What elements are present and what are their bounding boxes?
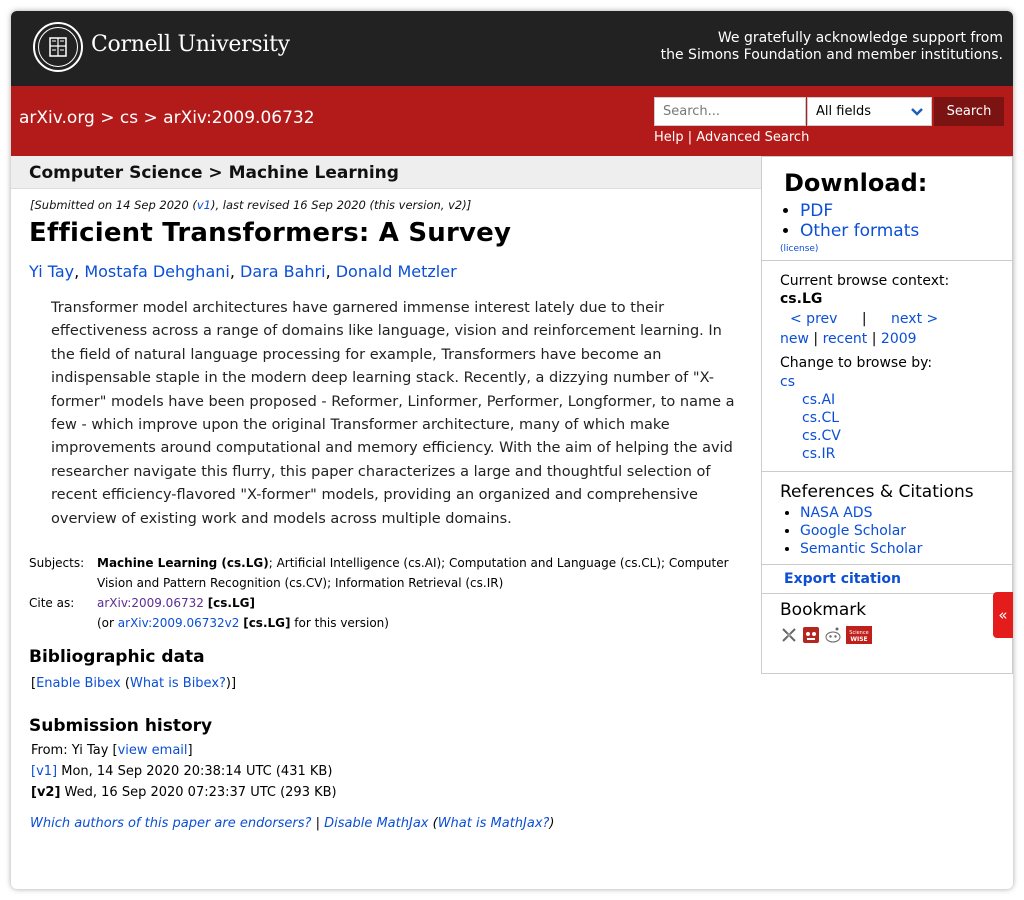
footer-paren-close: ) (549, 816, 555, 832)
crumb-id: arXiv:2009.06732 (163, 108, 315, 128)
author-link[interactable]: Mostafa Dehghani (84, 262, 230, 281)
subjects-label: Subjects: (29, 556, 85, 571)
arxiv-nav (11, 86, 1013, 156)
browse-section (762, 261, 1012, 472)
view-email-link[interactable]: view email (117, 743, 188, 759)
help-links (654, 130, 809, 145)
bookmark-section (762, 594, 1012, 654)
cat-cs-link[interactable]: cs (780, 374, 795, 390)
download-item (800, 221, 1002, 241)
browser-frame (11, 11, 1013, 889)
year-link[interactable]: 2009 (880, 331, 917, 347)
v2-label: [v2] (31, 785, 61, 801)
refs-title: References & Citations (780, 482, 974, 502)
svg-text:WISE: WISE (850, 636, 868, 643)
change-browse-label: Change to browse by: (780, 355, 933, 371)
download-item (800, 201, 1002, 221)
bookmark-title: Bookmark (780, 600, 867, 620)
paper-title: Efficient Transformers: A Survey (29, 218, 512, 248)
cite-value (97, 593, 763, 633)
bib-open: [ (31, 676, 37, 692)
ack-line-1: We gratefully acknowledge support from (717, 30, 1003, 46)
bibsonomy-icon[interactable] (780, 626, 798, 644)
disable-mathjax-link[interactable]: Disable MathJax (324, 816, 429, 832)
cite-v2-suffix: for this version) (290, 616, 389, 631)
new-recent-year (780, 329, 1002, 349)
sep: | (813, 331, 819, 347)
google-scholar-link[interactable]: Google Scholar (800, 523, 907, 539)
v1-link[interactable]: v1 (196, 198, 211, 212)
enable-bibex-link[interactable]: Enable Bibex (36, 676, 121, 692)
cite-id-link[interactable]: arXiv:2009.06732 (97, 596, 204, 611)
subject-header: Computer Science > Machine Learning (11, 156, 763, 189)
browse-context-label: Current browse context: (780, 273, 950, 289)
help-sep: | (683, 130, 697, 145)
sidebar (761, 156, 1013, 674)
from-prefix: From: Yi Tay [ (31, 743, 118, 759)
license-link[interactable]: (license) (780, 244, 819, 254)
version-v1 (31, 761, 763, 782)
nasa-ads-link[interactable]: NASA ADS (800, 505, 873, 521)
refs-item (800, 504, 1002, 522)
acknowledgement[interactable] (661, 30, 1003, 64)
what-is-mathjax-link[interactable]: What is MathJax? (437, 816, 550, 832)
svg-text:Science: Science (849, 630, 869, 636)
advanced-search-link[interactable]: Advanced Search (696, 130, 810, 145)
bibliographic-heading: Bibliographic data (29, 647, 205, 668)
collapse-sidebar-tab[interactable]: « (993, 592, 1013, 638)
refs-list (780, 504, 1002, 558)
next-link[interactable]: next > (891, 311, 939, 327)
download-title: Download: (784, 169, 928, 197)
chevron-down-icon (911, 104, 923, 122)
author-list: Yi Tay, Mostafa Dehghani, Dara Bahri, Donald Metzler (29, 262, 457, 281)
bib-close: )] (225, 676, 237, 692)
crumb-sep: > (138, 108, 164, 128)
download-section (762, 169, 1012, 261)
sciencewise-icon[interactable] (846, 626, 872, 644)
other-formats-link[interactable]: Other formats (800, 221, 920, 241)
cat-cl-link[interactable]: cs.CL (802, 410, 840, 426)
submission-history-heading: Submission history (29, 716, 213, 737)
crumb-sep: > (94, 108, 120, 128)
cite-tag: [cs.LG] (207, 596, 255, 611)
export-section (762, 565, 1012, 594)
other-subjects: ; Artificial Intelligence (cs.AI); Computation and Language (cs.CL); Computer Vision and Pattern Recognition (cs.CV); Information Retrieval (cs.IR) (97, 556, 729, 591)
search-button[interactable]: Search (934, 97, 1004, 126)
search-field-select[interactable] (807, 97, 932, 126)
from-line (31, 740, 763, 761)
prev-next (780, 309, 1002, 329)
prev-next-sep: | (861, 311, 867, 327)
subjects-value (97, 553, 763, 593)
crumb-cs[interactable]: cs (119, 108, 139, 128)
browse-cats (780, 373, 1002, 463)
export-citation-link[interactable]: Export citation (784, 571, 902, 587)
reddit-icon[interactable] (824, 626, 842, 644)
mendeley-icon[interactable] (802, 626, 820, 644)
cat-cv-link[interactable]: cs.CV (802, 428, 841, 444)
footer-paren: ( (428, 816, 438, 832)
submitted-prefix: [Submitted on 14 Sep 2020 ( (30, 198, 197, 212)
refs-item (800, 522, 1002, 540)
author-link[interactable]: Yi Tay (29, 262, 75, 281)
footer-sep: | (311, 816, 325, 832)
bibex-line (31, 673, 763, 694)
submission-dates (30, 198, 763, 212)
bib-paren: ( (120, 676, 130, 692)
version-v2 (31, 782, 763, 803)
cornell-brand[interactable]: Cornell University (91, 32, 290, 57)
pdf-link[interactable]: PDF (800, 201, 834, 221)
cite-v2-tag: [cs.LG] (243, 616, 291, 631)
search-field-value: All fields (816, 104, 872, 119)
refs-item (800, 540, 1002, 558)
search-input[interactable]: Search... (654, 97, 806, 126)
ack-line-2: the Simons Foundation and member institutions. (660, 47, 1003, 63)
cite-v2-link[interactable]: arXiv:2009.06732v2 (117, 616, 240, 631)
cornell-header (11, 11, 1013, 86)
prev-link[interactable]: < prev (790, 311, 838, 327)
cat-ai-link[interactable]: cs.AI (802, 392, 836, 408)
main-content (11, 156, 763, 831)
recent-link[interactable]: recent (822, 331, 868, 347)
cite-or: (or (97, 616, 118, 631)
download-list (780, 201, 1002, 241)
from-suffix: ] (187, 743, 193, 759)
new-link[interactable]: new (780, 331, 809, 347)
crumb-site[interactable]: arXiv.org (19, 108, 95, 128)
v2-text: Wed, 16 Sep 2020 07:23:37 UTC (293 KB) (60, 785, 337, 801)
cat-ir-link[interactable]: cs.IR (802, 446, 836, 462)
cite-label: Cite as: (29, 596, 75, 611)
browse-context: cs.LG (780, 291, 823, 307)
author-link[interactable]: Dara Bahri (240, 262, 326, 281)
bookmark-icons (780, 620, 1002, 654)
help-link[interactable]: Help (654, 130, 684, 145)
breadcrumb (19, 108, 315, 128)
license-section (780, 244, 1002, 260)
submitted-suffix: ), last revised 16 Sep 2020 (this version, v2)] (210, 198, 472, 212)
cornell-seal-icon[interactable] (33, 22, 83, 72)
submission-history (31, 740, 763, 803)
v1-text: Mon, 14 Sep 2020 20:38:14 UTC (431 KB) (57, 764, 333, 780)
semantic-scholar-link[interactable]: Semantic Scholar (800, 541, 923, 557)
footer-links (30, 816, 763, 831)
sep: | (871, 331, 877, 347)
what-is-bibex-link[interactable]: What is Bibex? (129, 676, 226, 692)
author-link[interactable]: Donald Metzler (335, 262, 457, 281)
abstract: Transformer model architectures have garnered immense interest lately due to their effectiveness across a range of domains like language, vision and reinforcement learning. In the field of natural language processing for example, Transformers have become an indispensable staple in the modern deep learning stack. Recently, a dizzying number of "X-former" models have been proposed - Reformer, Linformer, Performer, Longformer, to name a few - which improve upon the original Transformer architecture, many of which make improvements around computational and memory efficiency. With the aim of helping the avid researcher navigate this flurry, this paper characterizes a large and thoughtful selection of recent efficiency-flavored "X-former" models, providing an organized and comprehensive overview of existing work and models across multiple domains. (51, 300, 735, 527)
v1-version-link[interactable]: [v1] (31, 764, 58, 780)
metadata-table (29, 553, 763, 633)
primary-subject: Machine Learning (cs.LG) (97, 556, 269, 571)
references-section (762, 472, 1012, 565)
endorsers-link[interactable]: Which authors of this paper are endorsers? (30, 816, 312, 832)
